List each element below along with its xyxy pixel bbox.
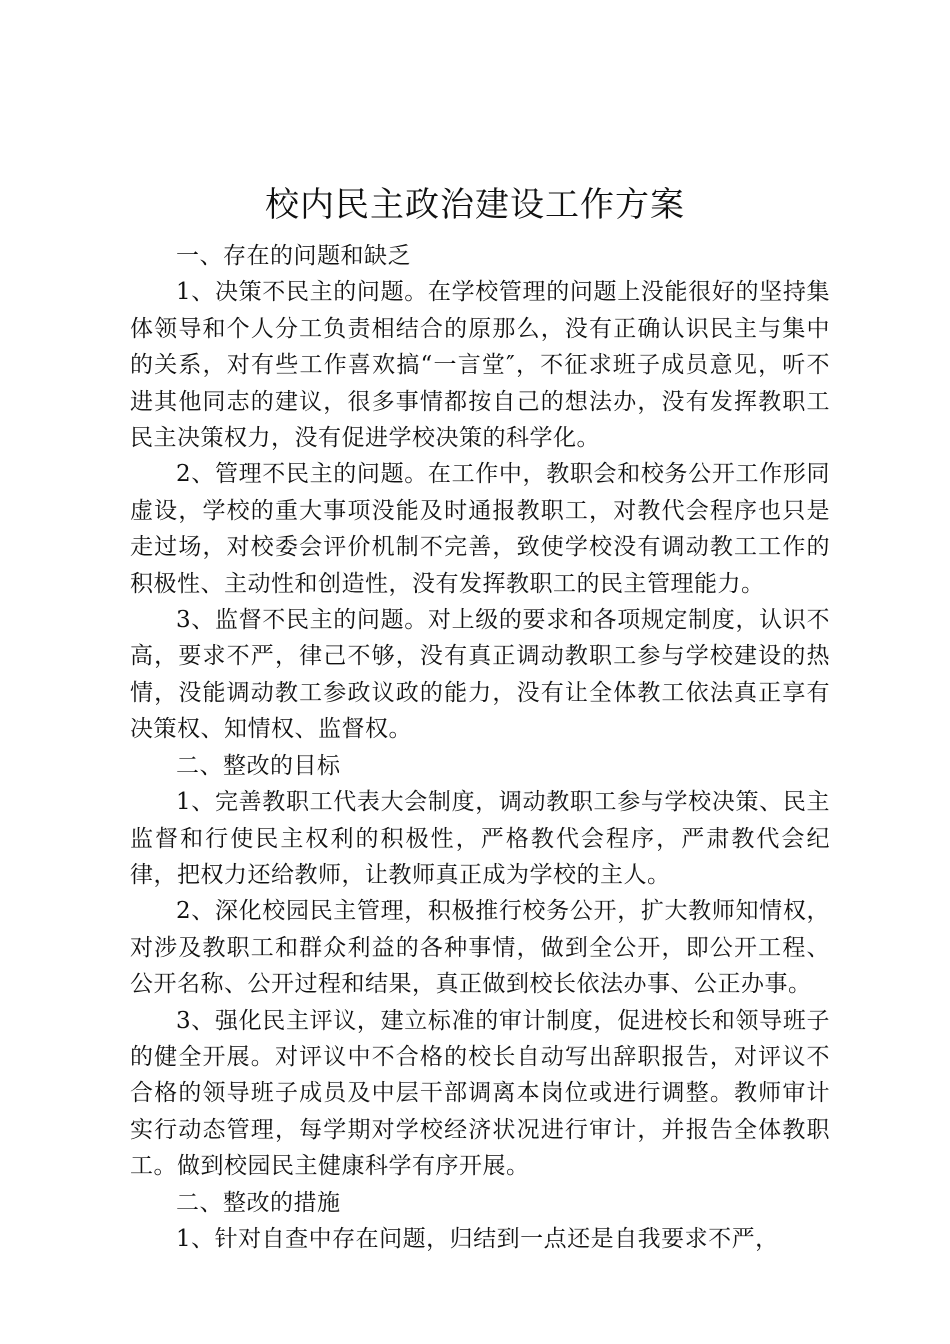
paragraph: 1、完善教职工代表大会制度，调动教职工参与学校决策、民主监督和行使民主权利的积极性，严格教代会程序，严肃教代会纪律，把权力还给教师，让教师真正成为学校的主人。 bbox=[130, 789, 830, 888]
paragraph: 3、强化民主评议，建立标准的审计制度，促进校长和领导班子的健全开展。对评议中不合格的校长自动写出辞职报告，对评议不合格的领导班子成员及中层干部调离本岗位或进行调整。教师审计实行动态管理，每学期对学校经济状况进行审计，并报告全体教职工。做到校园民主健康科学有序开展。 bbox=[130, 1007, 830, 1180]
paragraph: 1、针对自查中存在问题，归结到一点还是自我要求不严， bbox=[176, 1225, 779, 1252]
document-title: 校内民主政治建设工作方案 bbox=[265, 185, 685, 225]
section-heading-goals: 二、整改的目标 bbox=[176, 752, 341, 779]
section-heading-problems: 一、存在的问题和缺乏 bbox=[176, 243, 411, 269]
paragraph: 3、监督不民主的问题。对上级的要求和各项规定制度，认识不高，要求不严，律己不够，没有真正调动教职工参与学校建设的热情，没能调动教工参政议政的能力，没有让全体教工依法真正享有决策权、知情权、监督权。 bbox=[130, 607, 830, 743]
section-heading-measures: 二、整改的措施 bbox=[176, 1189, 341, 1216]
paragraph: 2、深化校园民主管理，积极推行校务公开，扩大教师知情权，对涉及教职工和群众利益的各种事情，做到全公开，即公开工程、公开名称、公开过程和结果，真正做到校长依法办事、公正办事。 bbox=[130, 898, 830, 998]
paragraph: 2、管理不民主的问题。在工作中，教职会和校务公开工作形同虚设，学校的重大事项没能及时通报教职工，对教代会程序也只是走过场，对校委会评价机制不完善，致使学校没有调动教工工作的积极性、主动性和创造性，没有发挥教职工的民主管理能力。 bbox=[130, 461, 830, 597]
document-body bbox=[130, 238, 830, 1257]
paragraph: 1、决策不民主的问题。在学校管理的问题上没能很好的坚持集体领导和个人分工负责相结合的原那么，没有正确认识民主与集中的关系，对有些工作喜欢搞“一言堂″，不征求班子成员意见，听不进其他同志的建议，很多事情都按自己的想法办，没有发挥教职工民主决策权力，没有促进学校决策的科学化。 bbox=[130, 279, 830, 452]
